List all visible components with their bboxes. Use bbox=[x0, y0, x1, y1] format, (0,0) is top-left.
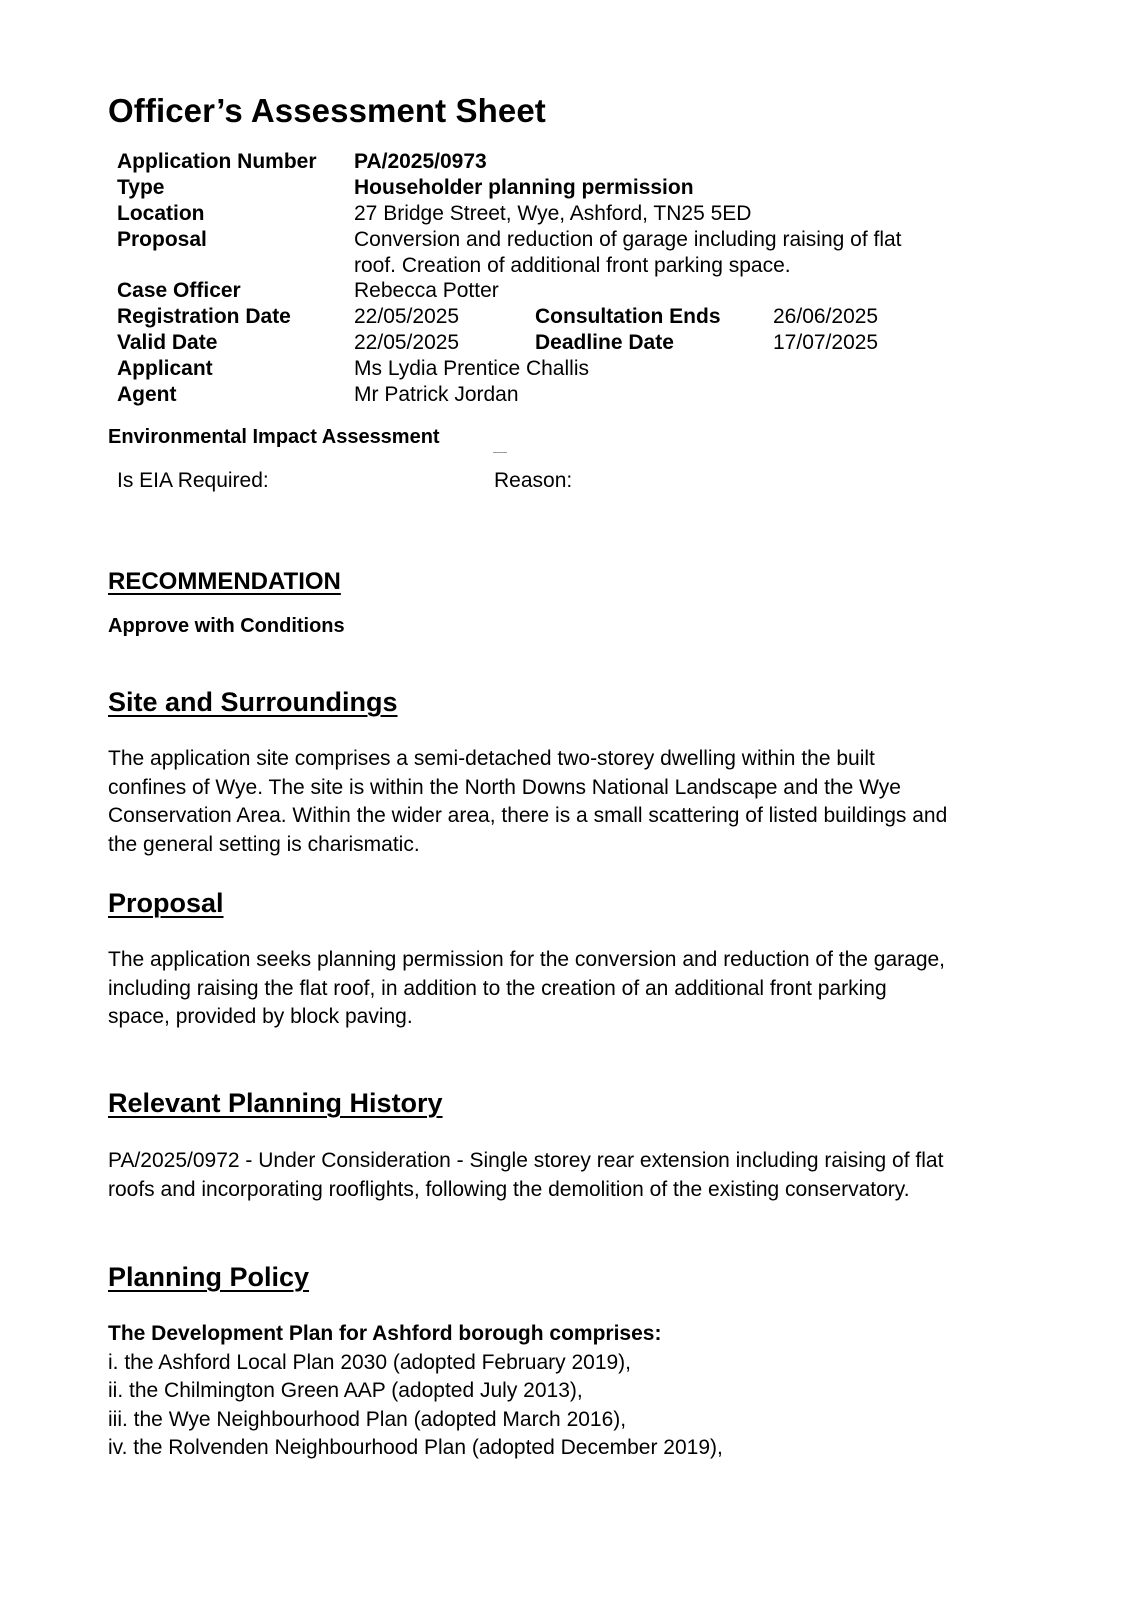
deadline-date-label: Deadline Date bbox=[535, 331, 674, 354]
consultation-ends-value: 26/06/2025 bbox=[773, 305, 879, 328]
registration-date-value: 22/05/2025 bbox=[354, 305, 460, 328]
location-label: Location bbox=[117, 202, 205, 225]
site-line: the general setting is charismatic. bbox=[108, 832, 420, 856]
recommendation-heading: RECOMMENDATION bbox=[108, 568, 341, 595]
policy-item: i. the Ashford Local Plan 2030 (adopted February 2019), bbox=[108, 1350, 632, 1374]
registration-date-label: Registration Date bbox=[117, 305, 291, 328]
eia-required-label: Is EIA Required: bbox=[117, 469, 269, 492]
valid-date-value: 22/05/2025 bbox=[354, 331, 460, 354]
applicant-label: Applicant bbox=[117, 357, 213, 380]
agent-value: Mr Patrick Jordan bbox=[354, 383, 519, 406]
site-line: confines of Wye. The site is within the North Downs National Landscape and the Wye bbox=[108, 775, 901, 799]
eia-reason-label: Reason: bbox=[494, 469, 573, 492]
agent-label: Agent bbox=[117, 383, 177, 406]
policy-intro: The Development Plan for Ashford borough comprises: bbox=[108, 1322, 662, 1345]
consultation-ends-label: Consultation Ends bbox=[535, 305, 721, 328]
proposal-value-line1: Conversion and reduction of garage including raising of flat bbox=[354, 228, 902, 251]
site-paragraph bbox=[108, 745, 947, 859]
site-line: The application site comprises a semi-detached two-storey dwelling within the built bbox=[108, 747, 875, 770]
policy-item: iv. the Rolvenden Neighbourhood Plan (adopted December 2019), bbox=[108, 1436, 723, 1459]
site-line: Conservation Area. Within the wider area, there is a small scattering of listed buildings and bbox=[108, 804, 948, 827]
applicant-value: Ms Lydia Prentice Challis bbox=[354, 357, 589, 380]
history-line: roofs and incorporating rooflights, following the demolition of the existing conservatory. bbox=[108, 1177, 910, 1201]
policy-item: ii. the Chilmington Green AAP (adopted July 2013), bbox=[108, 1379, 583, 1402]
proposal-line: including raising the flat roof, in addition to the creation of an additional front parking bbox=[108, 976, 887, 1000]
proposal-heading: Proposal bbox=[108, 888, 224, 918]
policy-heading: Planning Policy bbox=[108, 1262, 310, 1292]
application-number-label: Application Number bbox=[117, 150, 317, 173]
proposal-line: The application seeks planning permission for the conversion and reduction of the garage, bbox=[108, 948, 946, 971]
policy-list bbox=[108, 1320, 723, 1463]
proposal-value-line2: roof. Creation of additional front parking space. bbox=[354, 254, 791, 277]
type-value: Householder planning permission bbox=[354, 176, 694, 199]
history-paragraph bbox=[108, 1147, 943, 1204]
valid-date-label: Valid Date bbox=[117, 331, 218, 354]
location-value: 27 Bridge Street, Wye, Ashford, TN25 5ED bbox=[354, 202, 752, 225]
deadline-date-value: 17/07/2025 bbox=[773, 331, 879, 354]
history-line: PA/2025/0972 - Under Consideration - Single storey rear extension including raising of flat bbox=[108, 1149, 944, 1172]
proposal-line: space, provided by block paving. bbox=[108, 1005, 413, 1028]
case-officer-label: Case Officer bbox=[117, 279, 241, 302]
history-heading: Relevant Planning History bbox=[108, 1088, 443, 1118]
proposal-paragraph bbox=[108, 946, 945, 1032]
site-heading: Site and Surroundings bbox=[108, 687, 398, 717]
case-officer-value: Rebecca Potter bbox=[354, 279, 499, 302]
type-label: Type bbox=[117, 176, 165, 199]
recommendation-text: Approve with Conditions bbox=[108, 615, 345, 637]
application-number-value: PA/2025/0973 bbox=[354, 150, 487, 173]
proposal-label: Proposal bbox=[117, 228, 207, 251]
eia-heading: Environmental Impact Assessment bbox=[108, 426, 440, 448]
policy-item: iii. the Wye Neighbourhood Plan (adopted March 2016), bbox=[108, 1407, 627, 1431]
eia-divider-mark bbox=[493, 452, 507, 453]
page-title: Officer’s Assessment Sheet bbox=[108, 92, 546, 129]
